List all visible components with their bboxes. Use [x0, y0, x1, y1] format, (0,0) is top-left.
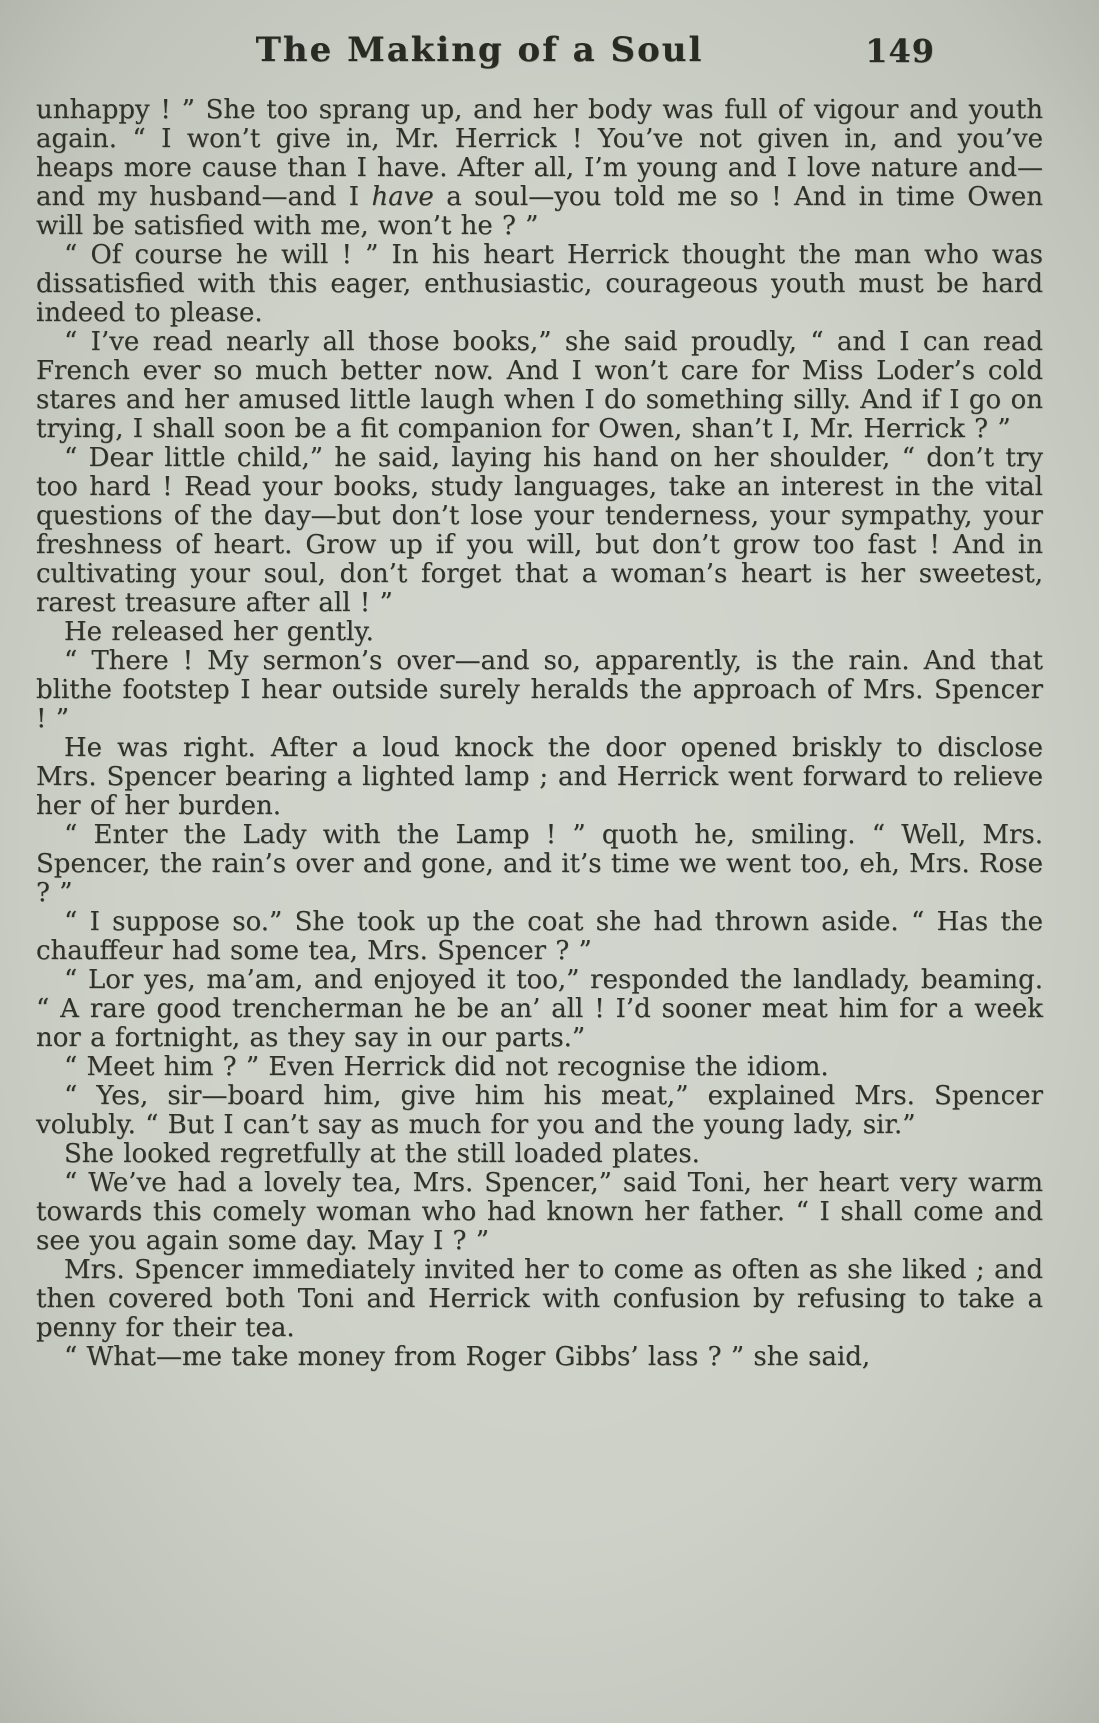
text-run: “ Enter the Lady with the Lamp ! ” quoth he, smiling. “ Well, Mrs. Spencer, the rain’s over and gone, and it’s time we went too, eh, Mrs. Rose ? ” — [36, 820, 1043, 908]
paragraph — [36, 328, 1043, 444]
paragraph — [36, 444, 1043, 618]
running-head — [36, 30, 1043, 88]
paragraph — [36, 647, 1043, 734]
text-run: Mrs. Spencer immediately invited her to come as often as she liked ; and then covered both Toni and Herrick with confusion by refusing to take a penny for their tea. — [36, 1255, 1043, 1343]
italic-text: have — [371, 182, 434, 212]
text-run: a soul—you told me so ! And in time Owen will be satisfied with me, won’t he ? ” — [36, 182, 1043, 241]
paragraph — [36, 1082, 1043, 1140]
text-run: “ Yes, sir—board him, give him his meat,” explained Mrs. Spencer volubly. “ But I can’t say as much for you and the young lady, sir.” — [36, 1081, 1043, 1140]
text-run: “ We’ve had a lovely tea, Mrs. Spencer,” said Toni, her heart very warm towards this comely woman who had known her father. “ I shall come and see you again some day. May I ? ” — [36, 1168, 1043, 1256]
text-run: “ Lor yes, ma’am, and enjoyed it too,” responded the landlady, beaming. “ A rare good trencherman he be an’ all ! I’d sooner meat him for a week nor a fortnight, as they say in our parts.” — [36, 965, 1043, 1053]
page-body — [36, 96, 1043, 1372]
text-run: unhappy ! ” She too sprang up, and her body was full of vigour and youth again. “ I won’t give in, Mr. Herrick ! You’ve not given in, and you’ve heaps more cause than I have. After all, I’m young and I love nature and—and my husband—and I — [36, 95, 1043, 212]
paragraph — [36, 966, 1043, 1053]
paragraph — [36, 1343, 1043, 1372]
text-run: She looked regretfully at the still loaded plates. — [64, 1139, 700, 1169]
paragraph — [36, 908, 1043, 966]
paragraph — [36, 821, 1043, 908]
text-run: “ I suppose so.” She took up the coat she had thrown aside. “ Has the chauffeur had some tea, Mrs. Spencer ? ” — [36, 907, 1043, 966]
paragraph — [36, 1256, 1043, 1343]
page-number: 149 — [865, 32, 935, 70]
text-run: “ I’ve read nearly all those books,” she said proudly, “ and I can read French ever so much better now. And I won’t care for Miss Loder’s cold stares and her amused little laugh when I do something silly. And if I go on trying, I shall soon be a fit companion for Owen, shan’t I, Mr. Herrick ? ” — [36, 327, 1043, 444]
text-run: “ There ! My sermon’s over—and so, apparently, is the rain. And that blithe footstep I hear outside surely heralds the approach of Mrs. Spencer ! ” — [36, 646, 1043, 734]
paragraph — [36, 241, 1043, 328]
text-run: “ Of course he will ! ” In his heart Herrick thought the man who was dissatisfied with this eager, enthusiastic, courageous youth must be hard indeed to please. — [36, 240, 1043, 328]
page-title: The Making of a Soul — [255, 30, 704, 70]
paragraph — [36, 96, 1043, 241]
text-run: “ Meet him ? ” Even Herrick did not recognise the idiom. — [64, 1052, 829, 1082]
paragraph — [36, 1140, 1043, 1169]
paragraph — [36, 734, 1043, 821]
text-run: “ Dear little child,” he said, laying his hand on her shoulder, “ don’t try too hard ! Read your books, study languages, take an interest in the vital questions of the day—but don’t lose your tenderness, your sympathy, your freshness of heart. Grow up if you will, but don’t grow too fast ! And in cultivating your soul, don’t forget that a woman’s heart is her sweetest, rarest treasure after all ! ” — [36, 443, 1043, 618]
text-run: “ What—me take money from Roger Gibbs’ lass ? ” she said, — [64, 1342, 871, 1372]
paragraph — [36, 1169, 1043, 1256]
paragraph — [36, 618, 1043, 647]
paragraph — [36, 1053, 1043, 1082]
text-run: He released her gently. — [64, 617, 374, 647]
text-run: He was right. After a loud knock the door opened briskly to disclose Mrs. Spencer bearing a lighted lamp ; and Herrick went forward to relieve her of her burden. — [36, 733, 1043, 821]
